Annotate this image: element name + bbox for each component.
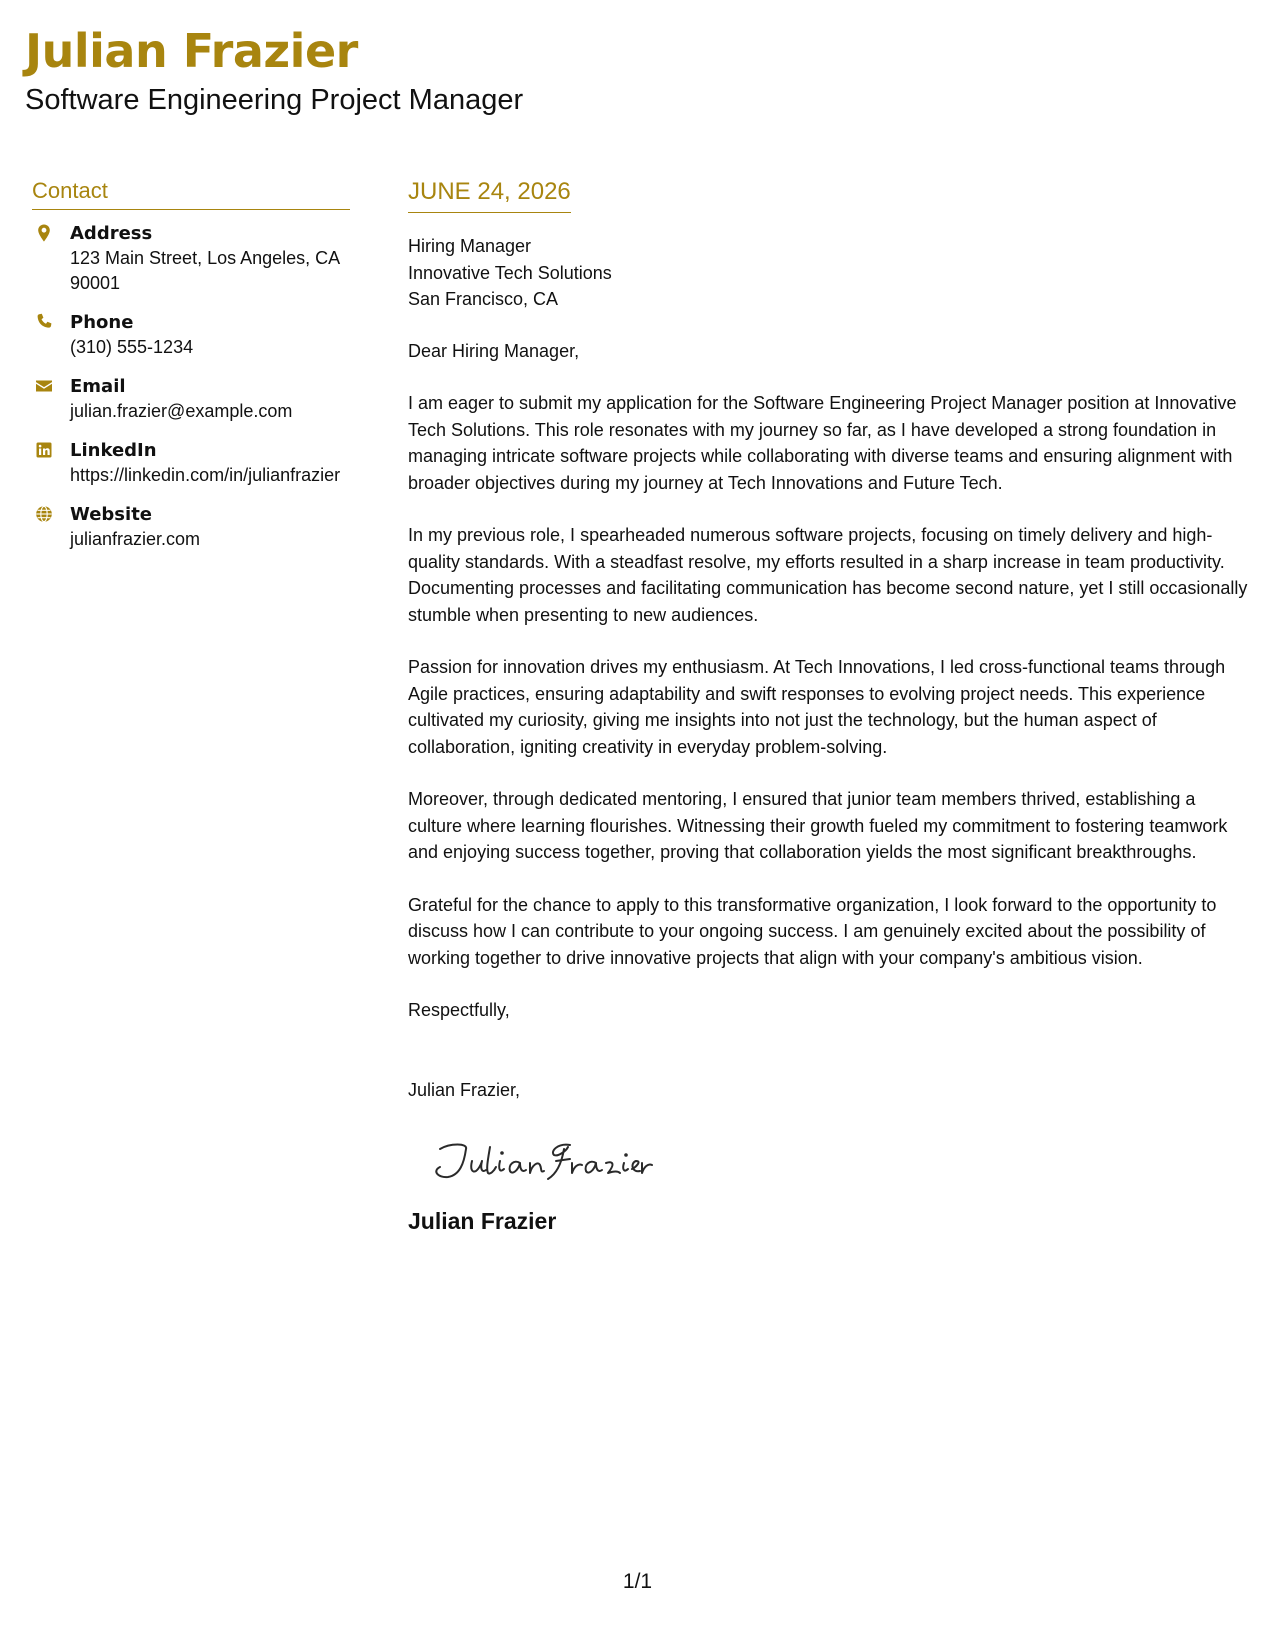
- globe-icon: [34, 504, 54, 524]
- body-paragraph: In my previous role, I spearheaded numerous software projects, focusing on timely delivery and high-quality standards. With a steadfast resolve, my efforts resulted in a sharp increase in team productivity. Documenting processes and facilitating communication has become second nature, yet I still occasionally stumble when presenting to new audiences.: [408, 525, 1248, 625]
- applicant-title: Software Engineering Project Manager: [25, 84, 524, 116]
- body-paragraph: I am eager to submit my application for the Software Engineering Project Manager position at Innovative Tech Solutions. This role resonates with my journey so far, as I have developed a strong foundation in managing intricate software projects while collaborating with diverse teams and ensuring alignment with broader objectives during my journey at Tech Innovations and Future Tech.: [408, 393, 1237, 493]
- sender-line: Julian Frazier,: [408, 1079, 521, 1100]
- contact-label-website: Website: [70, 504, 153, 525]
- contact-label-address: Address: [70, 223, 153, 244]
- contact-value-phone: (310) 555-1234: [70, 337, 194, 357]
- contact-value-email: julian.frazier@example.com: [70, 401, 293, 421]
- recipient-line: San Francisco, CA: [408, 289, 559, 309]
- body-paragraph: Moreover, through dedicated mentoring, I ensured that junior team members thrived, establishing a culture where learning flourishes. Witnessing their growth fueled my commitment to fostering teamwork and enjoying success together, proving that collaboration yields the most significant breakthroughs.: [408, 789, 1228, 862]
- linkedin-icon: [34, 440, 54, 460]
- body-paragraph: Grateful for the chance to apply to this transformative organization, I look forward to the opportunity to discuss how I can contribute to your ongoing success. I am genuinely excited about the possibility of working together to drive innovative projects that align with your company's ambitious vision.: [408, 894, 1217, 968]
- contact-value-linkedin: https://linkedin.com/in/julianfrazier: [70, 465, 341, 485]
- handwritten-signature: [420, 1131, 660, 1191]
- salutation: Dear Hiring Manager,: [408, 340, 580, 361]
- applicant-name: Julian Frazier: [25, 24, 358, 78]
- contact-item-phone: [32, 311, 350, 360]
- contact-item-email: [32, 375, 350, 424]
- contact-value-address: 123 Main Street, Los Angeles, CA 90001: [70, 248, 340, 293]
- closing: Respectfully,: [408, 1000, 510, 1020]
- contact-label-linkedin: LinkedIn: [70, 440, 157, 461]
- signed-name: Julian Frazier: [408, 1208, 557, 1234]
- contact-label-phone: Phone: [70, 312, 134, 333]
- contact-label-email: Email: [70, 376, 126, 397]
- map-pin-icon: [34, 223, 54, 243]
- contact-item-website: [32, 503, 350, 552]
- recipient-block: [408, 233, 1253, 313]
- page-number: 1/1: [622, 1570, 653, 1593]
- envelope-icon: [34, 376, 54, 396]
- contact-item-address: [32, 222, 350, 296]
- contact-value-website: julianfrazier.com: [70, 529, 201, 549]
- contact-sidebar: [32, 176, 350, 567]
- recipient-line: Hiring Manager: [408, 236, 532, 256]
- letter-date: JUNE 24, 2026: [408, 176, 571, 213]
- contact-item-linkedin: [32, 439, 350, 488]
- cover-letter: [408, 176, 1253, 1236]
- body-paragraph: Passion for innovation drives my enthusiasm. At Tech Innovations, I led cross-functional teams through Agile practices, ensuring adaptability and swift responses to evolving project needs. This experience cultivated my curiosity, giving me insights into not just the technology, but the human aspect of collaboration, igniting creativity in everyday problem-solving.: [408, 657, 1226, 757]
- recipient-line: Innovative Tech Solutions: [408, 262, 612, 283]
- phone-icon: [34, 312, 54, 332]
- contact-heading: Contact: [32, 176, 350, 210]
